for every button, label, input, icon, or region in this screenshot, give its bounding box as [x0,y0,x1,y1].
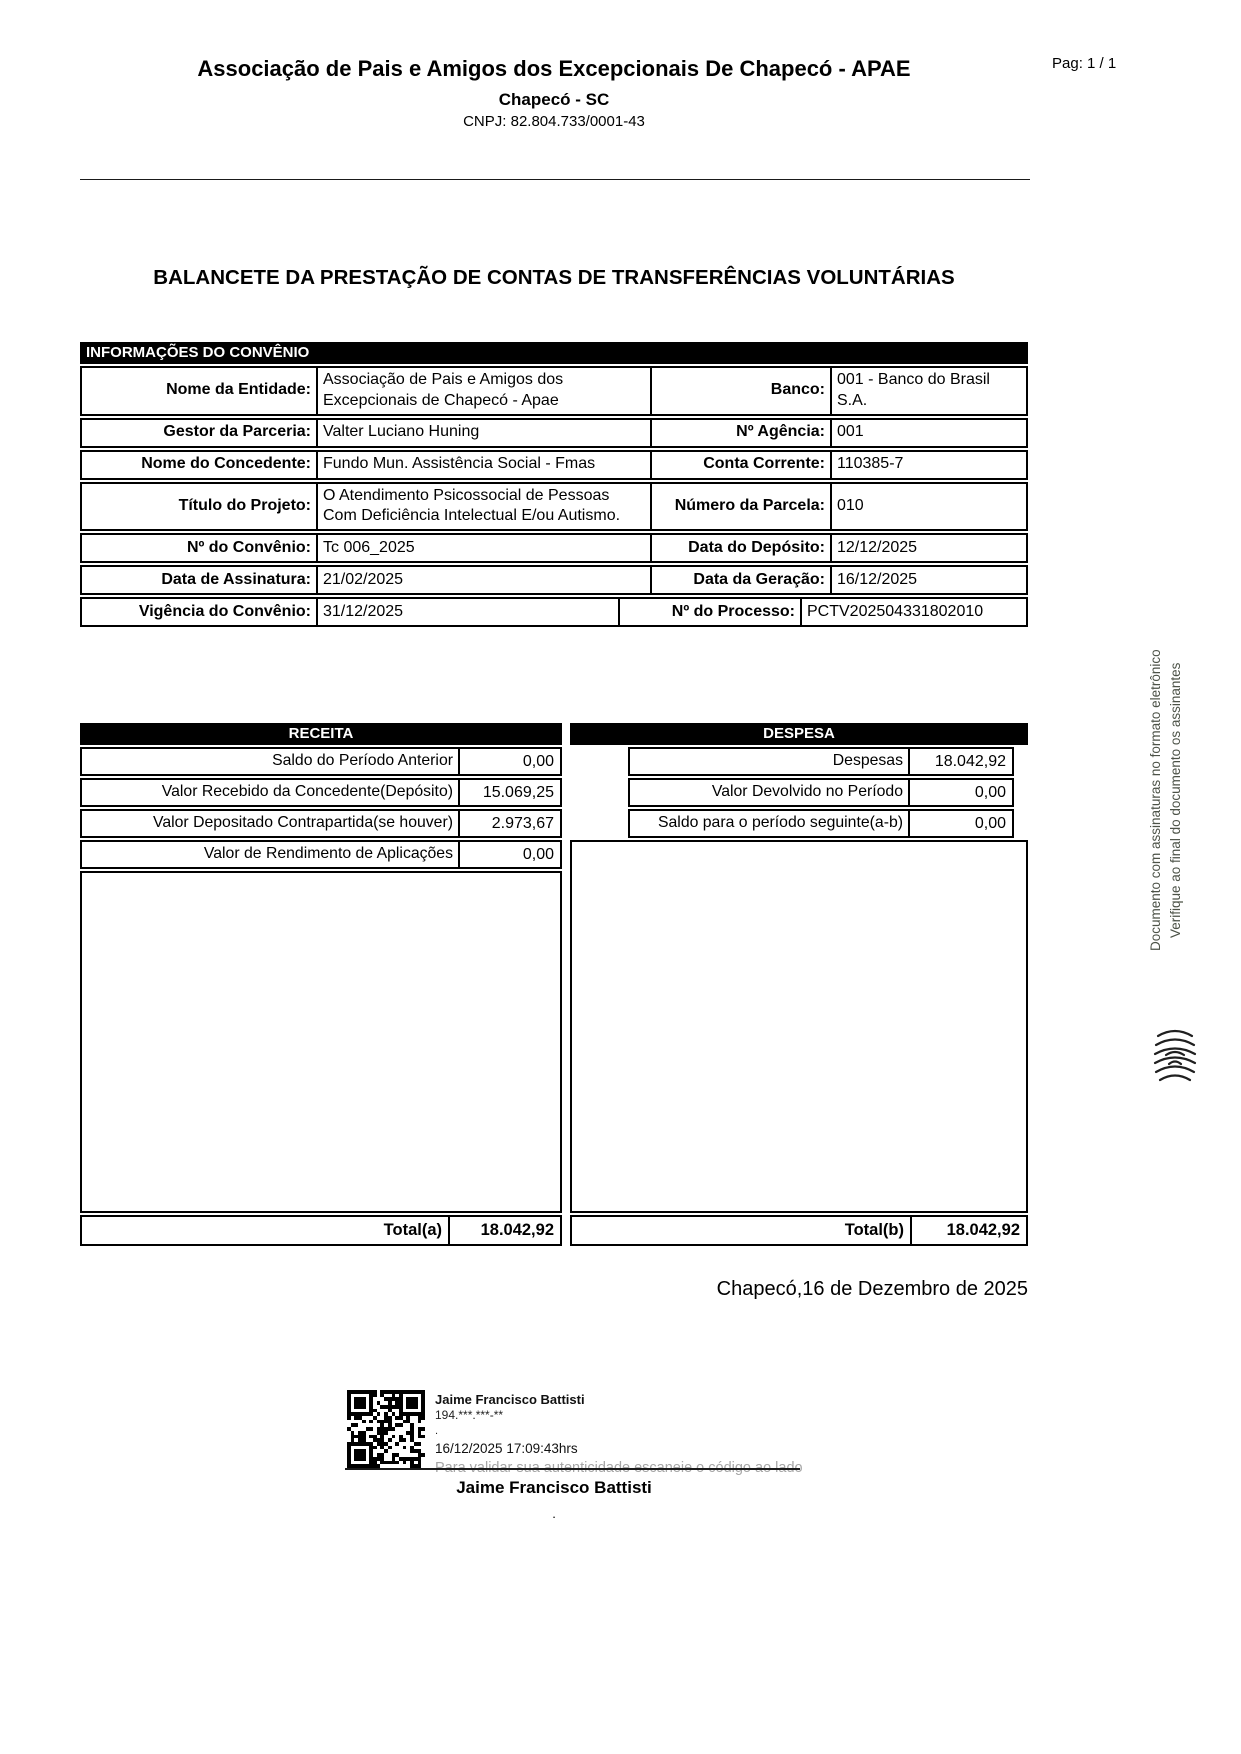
vertical-signature-note-line2: Verifique ao final do documento os assinantes [1168,662,1183,938]
row-value: Valter Luciano Huning [318,420,652,446]
signature-dot: . [435,1425,439,1437]
despesa-total-row [570,1215,1028,1246]
city-date-line: Chapecó,16 de Dezembro de 2025 [716,1278,1028,1300]
signature-block [347,1390,803,1476]
row-value: 21/02/2025 [318,567,652,593]
table-row [628,747,1014,776]
row-value: 16/12/2025 [837,570,918,588]
organization-city: Chapecó - SC [498,90,610,110]
row-label: Nome da Entidade: [82,368,318,414]
receita-empty-area [80,871,562,1213]
table-row [80,747,562,776]
row-value: Associação de Pais e Amigos dos Excepcionais de Chapecó - Apae [318,368,652,414]
row-value: 0,00 [908,780,1012,805]
signatory-cpf: 194.***.***-** [435,1408,504,1422]
row-value: Tc 006_2025 [318,535,652,561]
table-row [80,565,1028,595]
table-row [80,840,562,869]
fingerprint-icon [1152,1022,1198,1091]
row-value: O Atendimento Psicossocial de Pessoas Com Deficiência Intelectual E/ou Autismo. [318,484,652,530]
row-value: Fundo Mun. Assistência Social - Fmas [318,452,652,478]
row-label: Conta Corrente: [652,452,832,478]
convenio-info-table [80,342,1028,627]
document-header [80,52,1028,130]
table-row [80,778,562,807]
vertical-signature-note-line1: Documento com assinaturas no formato eletrônico [1148,649,1163,951]
row-label: Gestor da Parceria: [82,420,318,446]
row-label: Número da Parcela: [652,484,832,530]
despesa-table [570,723,1028,1246]
table-row [80,597,1028,627]
row-label: Nº Agência: [652,420,832,446]
signature-timestamp: 16/12/2025 17:09:43hrs [435,1441,578,1456]
row-value: 0,00 [908,811,1012,836]
row-label: Valor de Rendimento de Aplicações [203,845,453,863]
row-value: 18.042,92 [908,749,1012,774]
row-label: Despesas [832,752,903,770]
row-label: Nº do Convênio: [82,535,318,561]
table-row [628,809,1014,838]
table-row [80,482,1028,532]
row-value: 001 [837,423,864,441]
row-label: Banco: [652,368,832,414]
row-label: Nº do Processo: [620,599,802,625]
row-value: 0,00 [458,749,560,774]
row-value: 12/12/2025 [837,538,918,556]
total-label: Total(a) [383,1221,442,1239]
row-value: 010 [837,496,864,514]
row-label: Data de Assinatura: [82,567,318,593]
row-label: Saldo do Período Anterior [272,752,453,770]
table-row [628,778,1014,807]
row-label: Data da Geração: [652,567,832,593]
table-row [80,418,1028,448]
row-label: Data do Depósito: [652,535,832,561]
despesa-empty-area [570,840,1028,1213]
table-row [80,450,1028,480]
row-label: Nome do Concedente: [82,452,318,478]
signer-name: Jaime Francisco Battisti [456,1478,652,1497]
total-value: 18.042,92 [910,1217,1026,1244]
signature-details [435,1390,803,1476]
receita-total-row [80,1215,562,1246]
row-value: 2.973,67 [458,811,560,836]
organization-name: Associação de Pais e Amigos dos Excepcionais De Chapecó - APAE [197,56,911,81]
total-value: 18.042,92 [448,1217,560,1244]
row-label: Título do Projeto: [82,484,318,530]
signer-trailing-dot: . [552,1506,556,1521]
row-label: Valor Depositado Contrapartida(se houver) [152,814,453,832]
row-value: 31/12/2025 [318,599,620,625]
table-row [80,533,1028,563]
row-label: Valor Recebido da Concedente(Depósito) [161,783,453,801]
convenio-section-header: INFORMAÇÕES DO CONVÊNIO [80,342,1028,364]
table-row [80,366,1028,416]
row-value: PCTV202504331802010 [807,602,984,620]
qr-validation-note: Para validar sua autenticidade escaneie o código ao lado [435,1460,803,1476]
row-label: Vigência do Convênio: [82,599,318,625]
row-label: Saldo para o período seguinte(a-b) [657,814,903,832]
header-divider [80,179,1030,180]
signature-divider [345,1468,800,1470]
receita-header: RECEITA [80,723,562,745]
document-title-text: BALANCETE DA PRESTAÇÃO DE CONTAS DE TRANSFERÊNCIAS VOLUNTÁRIAS [153,266,955,289]
row-value: 110385-7 [837,455,904,473]
receita-table [80,723,562,1246]
signatory-name: Jaime Francisco Battisti [435,1392,585,1407]
page-number: Pag: 1 / 1 [1052,55,1117,72]
total-label: Total(b) [844,1221,904,1239]
despesa-header: DESPESA [570,723,1028,745]
qr-code [347,1390,425,1468]
organization-cnpj: CNPJ: 82.804.733/0001-43 [463,113,645,131]
row-value: 0,00 [458,842,560,867]
row-value: 15.069,25 [458,780,560,805]
document-title [80,262,1028,294]
row-value: 001 - Banco do Brasil S.A. [837,371,990,409]
table-row [80,809,562,838]
row-label: Valor Devolvido no Período [711,783,903,801]
